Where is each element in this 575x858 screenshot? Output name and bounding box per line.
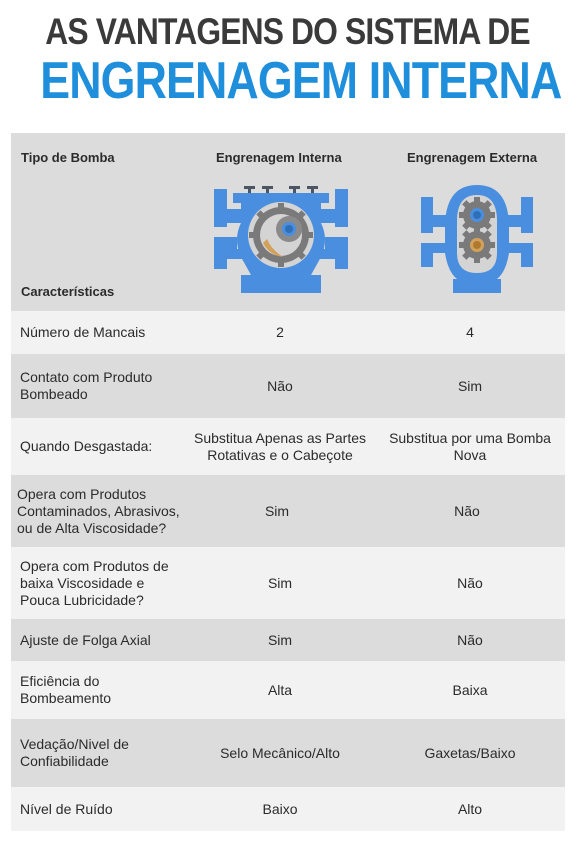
title-line-2: ENGRENAGEM INTERNA [40,52,562,110]
row-label: Nível de Ruído [20,800,113,817]
external-value: 4 [466,324,474,340]
internal-value: Sim [267,574,293,591]
row-label: Contato com Produto Bombeado [20,369,153,402]
header-internal-gear: Engrenagem Interna [216,150,342,165]
internal-value: Não [267,377,293,394]
external-value: Não [457,574,483,591]
internal-value: Alta [267,681,293,698]
row-label: Opera com Produtos de baixa Viscosidade e Pouca Lubricidade? [20,557,169,608]
external-value: Substitua por uma Bomba Nova [389,429,551,463]
internal-gear-pump-icon [211,183,351,295]
row-label: Opera com Produtos Contaminados, Abrasivos, ou de Alta Viscosidade? [17,485,180,536]
title-line-1: AS VANTAGENS DO SISTEMA DE [45,11,530,52]
row-label: Número de Mancais [20,324,146,340]
table-row [11,661,565,719]
internal-value: Sim [267,631,293,648]
header-external-gear: Engrenagem Externa [407,150,538,165]
table-row [11,475,565,547]
comparison-table [11,133,565,831]
table-header [11,133,565,311]
table-row [11,418,565,475]
external-gear-pump-icon [417,183,537,295]
internal-value: Selo Mecânico/Alto [220,744,340,761]
table-row [11,311,565,354]
external-value: Não [454,502,480,519]
table-row [11,787,565,831]
external-value: Alto [457,800,483,817]
internal-value: Sim [264,502,290,519]
external-value: Sim [457,377,483,394]
table-row [11,619,565,661]
internal-value: 2 [276,324,284,340]
table-row [11,719,565,787]
row-label: Quando Desgastada: [20,438,153,454]
header-pump-type: Tipo de Bomba [21,150,115,165]
external-value: Baixa [452,681,488,698]
table-row [11,354,565,418]
internal-value: Substitua Apenas as Partes Rotativas e o Cabeçote [194,429,366,463]
row-label: Vedação/Nivel de Confiabilidade [20,736,129,769]
table-row [11,547,565,619]
row-label: Eficiência do Bombeamento [20,673,112,706]
external-value: Gaxetas/Baixo [424,744,516,761]
external-value: Não [457,631,483,648]
header-characteristics: Características [21,284,115,299]
page-title [0,0,575,110]
internal-value: Baixo [262,800,298,817]
row-label: Ajuste de Folga Axial [20,631,151,648]
